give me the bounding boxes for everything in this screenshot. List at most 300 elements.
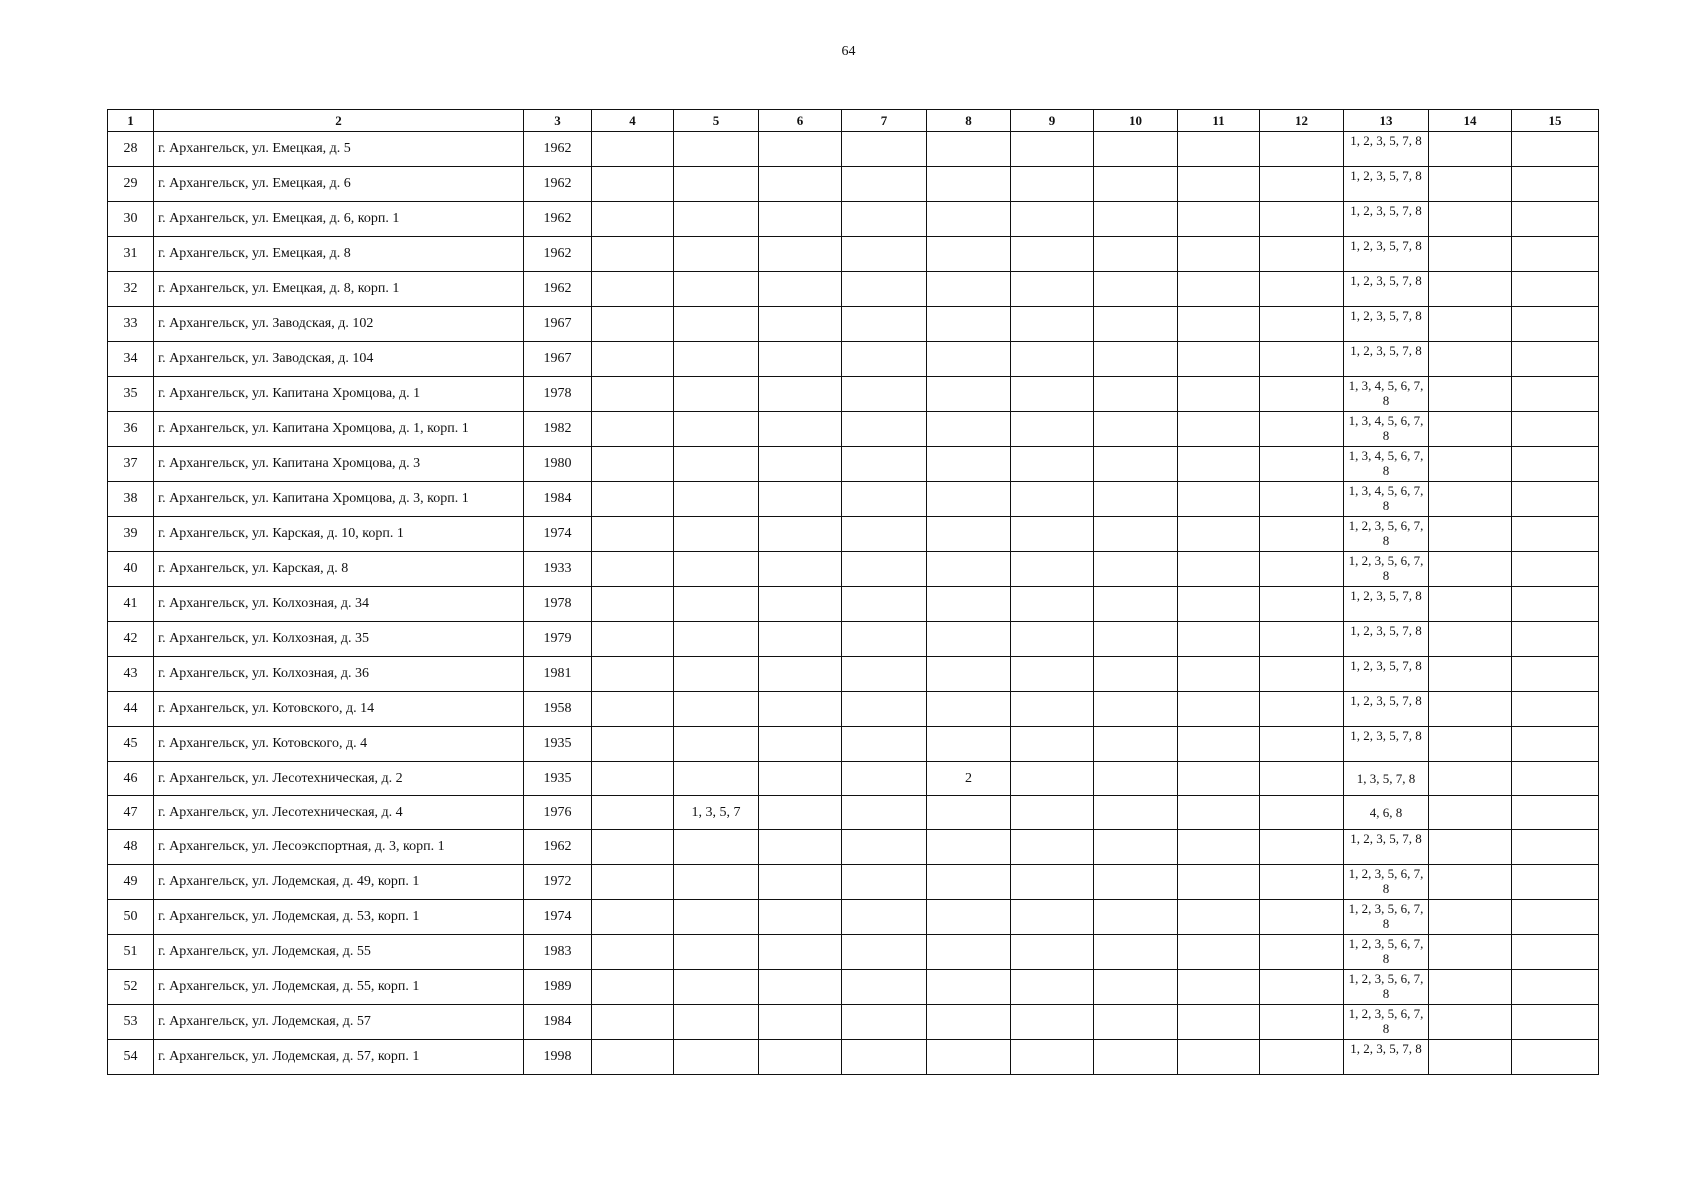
empty-cell <box>592 657 674 692</box>
empty-cell <box>842 970 927 1005</box>
column-13-cell: 1, 2, 3, 5, 7, 8 <box>1344 727 1429 762</box>
empty-cell <box>842 900 927 935</box>
empty-cell <box>1178 762 1260 796</box>
empty-cell <box>1260 552 1344 587</box>
empty-cell <box>1011 970 1094 1005</box>
empty-cell <box>759 935 842 970</box>
column-13-cell: 1, 2, 3, 5, 7, 8 <box>1344 307 1429 342</box>
empty-cell <box>1260 587 1344 622</box>
empty-cell <box>592 447 674 482</box>
empty-cell <box>1512 727 1599 762</box>
empty-cell <box>1429 865 1512 900</box>
empty-cell <box>759 517 842 552</box>
row-number-cell: 53 <box>108 1005 154 1040</box>
column-5-cell <box>674 692 759 727</box>
empty-cell <box>1260 762 1344 796</box>
empty-cell <box>1260 377 1344 412</box>
empty-cell <box>842 796 927 830</box>
column-8-cell <box>927 272 1011 307</box>
empty-cell <box>1260 622 1344 657</box>
column-8-cell <box>927 482 1011 517</box>
empty-cell <box>1429 202 1512 237</box>
empty-cell <box>1429 622 1512 657</box>
empty-cell <box>1178 865 1260 900</box>
empty-cell <box>1011 202 1094 237</box>
column-13-cell: 1, 2, 3, 5, 7, 8 <box>1344 657 1429 692</box>
table-row <box>108 307 1599 342</box>
table-row <box>108 762 1599 796</box>
empty-cell <box>1512 935 1599 970</box>
column-8-cell <box>927 587 1011 622</box>
empty-cell <box>1512 272 1599 307</box>
empty-cell <box>1094 517 1178 552</box>
column-header: 1 <box>108 110 154 132</box>
empty-cell <box>1260 692 1344 727</box>
column-8-cell <box>927 727 1011 762</box>
column-5-cell: 1, 3, 5, 7 <box>674 796 759 830</box>
empty-cell <box>592 132 674 167</box>
empty-cell <box>1094 830 1178 865</box>
column-13-cell: 4, 6, 8 <box>1344 796 1429 830</box>
column-8-cell <box>927 552 1011 587</box>
empty-cell <box>1429 482 1512 517</box>
empty-cell <box>1512 796 1599 830</box>
column-header: 5 <box>674 110 759 132</box>
table-row <box>108 727 1599 762</box>
column-13-cell: 1, 2, 3, 5, 6, 7, 8 <box>1344 865 1429 900</box>
empty-cell <box>759 272 842 307</box>
table-row <box>108 1040 1599 1075</box>
empty-cell <box>1429 900 1512 935</box>
table-row <box>108 552 1599 587</box>
empty-cell <box>592 692 674 727</box>
empty-cell <box>1011 762 1094 796</box>
empty-cell <box>592 970 674 1005</box>
empty-cell <box>1512 970 1599 1005</box>
column-5-cell <box>674 830 759 865</box>
address-cell: г. Архангельск, ул. Капитана Хромцова, д. 3 <box>154 447 524 482</box>
empty-cell <box>842 587 927 622</box>
empty-cell <box>759 796 842 830</box>
empty-cell <box>842 412 927 447</box>
empty-cell <box>759 202 842 237</box>
empty-cell <box>759 865 842 900</box>
empty-cell <box>1094 657 1178 692</box>
column-13-cell: 1, 2, 3, 5, 6, 7, 8 <box>1344 935 1429 970</box>
column-13-cell: 1, 2, 3, 5, 7, 8 <box>1344 830 1429 865</box>
empty-cell <box>842 727 927 762</box>
empty-cell <box>1512 412 1599 447</box>
empty-cell <box>1512 587 1599 622</box>
empty-cell <box>759 622 842 657</box>
empty-cell <box>1512 377 1599 412</box>
empty-cell <box>1260 900 1344 935</box>
empty-cell <box>1011 727 1094 762</box>
empty-cell <box>1429 796 1512 830</box>
empty-cell <box>1178 377 1260 412</box>
column-8-cell <box>927 377 1011 412</box>
empty-cell <box>592 482 674 517</box>
column-13-cell: 1, 2, 3, 5, 6, 7, 8 <box>1344 1005 1429 1040</box>
table-row <box>108 622 1599 657</box>
column-header: 11 <box>1178 110 1260 132</box>
empty-cell <box>1260 657 1344 692</box>
empty-cell <box>759 970 842 1005</box>
empty-cell <box>842 482 927 517</box>
table-row <box>108 237 1599 272</box>
address-cell: г. Архангельск, ул. Лодемская, д. 57, корп. 1 <box>154 1040 524 1075</box>
empty-cell <box>1094 727 1178 762</box>
column-8-cell <box>927 900 1011 935</box>
table-row <box>108 935 1599 970</box>
column-5-cell <box>674 970 759 1005</box>
empty-cell <box>1011 237 1094 272</box>
empty-cell <box>1094 1005 1178 1040</box>
empty-cell <box>1512 865 1599 900</box>
housing-register-table <box>107 109 1599 1075</box>
year-cell: 1967 <box>524 342 592 377</box>
empty-cell <box>1429 377 1512 412</box>
empty-cell <box>1094 552 1178 587</box>
empty-cell <box>1429 132 1512 167</box>
table-row <box>108 412 1599 447</box>
empty-cell <box>1094 412 1178 447</box>
table-row <box>108 970 1599 1005</box>
empty-cell <box>759 482 842 517</box>
empty-cell <box>759 762 842 796</box>
empty-cell <box>1512 1005 1599 1040</box>
row-number-cell: 51 <box>108 935 154 970</box>
empty-cell <box>592 900 674 935</box>
empty-cell <box>759 1040 842 1075</box>
column-header: 3 <box>524 110 592 132</box>
address-cell: г. Архангельск, ул. Емецкая, д. 8 <box>154 237 524 272</box>
empty-cell <box>1178 447 1260 482</box>
empty-cell <box>1512 552 1599 587</box>
empty-cell <box>1512 447 1599 482</box>
empty-cell <box>1011 692 1094 727</box>
empty-cell <box>1260 447 1344 482</box>
empty-cell <box>1094 202 1178 237</box>
address-cell: г. Архангельск, ул. Заводская, д. 104 <box>154 342 524 377</box>
empty-cell <box>1178 307 1260 342</box>
empty-cell <box>1094 482 1178 517</box>
empty-cell <box>1512 830 1599 865</box>
column-5-cell <box>674 447 759 482</box>
empty-cell <box>759 727 842 762</box>
column-header: 8 <box>927 110 1011 132</box>
empty-cell <box>1178 272 1260 307</box>
empty-cell <box>1011 412 1094 447</box>
empty-cell <box>1094 307 1178 342</box>
address-cell: г. Архангельск, ул. Колхозная, д. 36 <box>154 657 524 692</box>
table-row <box>108 202 1599 237</box>
address-cell: г. Архангельск, ул. Лодемская, д. 53, корп. 1 <box>154 900 524 935</box>
empty-cell <box>842 272 927 307</box>
column-13-cell: 1, 2, 3, 5, 7, 8 <box>1344 587 1429 622</box>
row-number-cell: 40 <box>108 552 154 587</box>
column-8-cell <box>927 657 1011 692</box>
table-row <box>108 796 1599 830</box>
row-number-cell: 30 <box>108 202 154 237</box>
column-5-cell <box>674 272 759 307</box>
empty-cell <box>1429 517 1512 552</box>
year-cell: 1980 <box>524 447 592 482</box>
empty-cell <box>1011 307 1094 342</box>
empty-cell <box>1094 377 1178 412</box>
column-5-cell <box>674 412 759 447</box>
empty-cell <box>1011 342 1094 377</box>
empty-cell <box>842 132 927 167</box>
empty-cell <box>1429 342 1512 377</box>
empty-cell <box>1429 167 1512 202</box>
column-8-cell: 2 <box>927 762 1011 796</box>
empty-cell <box>759 377 842 412</box>
empty-cell <box>592 342 674 377</box>
address-cell: г. Архангельск, ул. Лодемская, д. 55 <box>154 935 524 970</box>
empty-cell <box>1260 517 1344 552</box>
address-cell: г. Архангельск, ул. Лодемская, д. 55, корп. 1 <box>154 970 524 1005</box>
empty-cell <box>1178 935 1260 970</box>
column-header: 4 <box>592 110 674 132</box>
empty-cell <box>1512 657 1599 692</box>
year-cell: 1974 <box>524 900 592 935</box>
empty-cell <box>1094 865 1178 900</box>
column-8-cell <box>927 342 1011 377</box>
empty-cell <box>1011 482 1094 517</box>
empty-cell <box>842 1005 927 1040</box>
empty-cell <box>1512 482 1599 517</box>
year-cell: 1983 <box>524 935 592 970</box>
year-cell: 1962 <box>524 830 592 865</box>
year-cell: 1935 <box>524 762 592 796</box>
row-number-cell: 54 <box>108 1040 154 1075</box>
empty-cell <box>1011 1040 1094 1075</box>
empty-cell <box>842 377 927 412</box>
empty-cell <box>1429 935 1512 970</box>
empty-cell <box>1512 167 1599 202</box>
column-8-cell <box>927 412 1011 447</box>
table-row <box>108 132 1599 167</box>
empty-cell <box>1512 132 1599 167</box>
empty-cell <box>1429 272 1512 307</box>
row-number-cell: 44 <box>108 692 154 727</box>
empty-cell <box>1011 167 1094 202</box>
table-row <box>108 587 1599 622</box>
empty-cell <box>1094 1040 1178 1075</box>
column-5-cell <box>674 1005 759 1040</box>
empty-cell <box>1094 900 1178 935</box>
empty-cell <box>1094 447 1178 482</box>
empty-cell <box>759 900 842 935</box>
empty-cell <box>842 167 927 202</box>
column-header: 6 <box>759 110 842 132</box>
empty-cell <box>1178 412 1260 447</box>
empty-cell <box>1011 865 1094 900</box>
column-5-cell <box>674 377 759 412</box>
address-cell: г. Архангельск, ул. Лесотехническая, д. 2 <box>154 762 524 796</box>
empty-cell <box>1260 727 1344 762</box>
empty-cell <box>1094 796 1178 830</box>
column-8-cell <box>927 935 1011 970</box>
year-cell: 1967 <box>524 307 592 342</box>
empty-cell <box>1094 132 1178 167</box>
column-header: 10 <box>1094 110 1178 132</box>
year-cell: 1962 <box>524 202 592 237</box>
column-8-cell <box>927 796 1011 830</box>
empty-cell <box>1429 1005 1512 1040</box>
column-13-cell: 1, 2, 3, 5, 6, 7, 8 <box>1344 900 1429 935</box>
empty-cell <box>1512 692 1599 727</box>
column-5-cell <box>674 900 759 935</box>
table-row <box>108 447 1599 482</box>
empty-cell <box>592 202 674 237</box>
column-8-cell <box>927 307 1011 342</box>
column-5-cell <box>674 167 759 202</box>
empty-cell <box>1429 762 1512 796</box>
empty-cell <box>759 1005 842 1040</box>
column-5-cell <box>674 727 759 762</box>
empty-cell <box>842 307 927 342</box>
row-number-cell: 32 <box>108 272 154 307</box>
year-cell: 1981 <box>524 657 592 692</box>
empty-cell <box>842 237 927 272</box>
column-13-cell: 1, 2, 3, 5, 7, 8 <box>1344 622 1429 657</box>
column-8-cell <box>927 970 1011 1005</box>
empty-cell <box>1011 657 1094 692</box>
empty-cell <box>1094 762 1178 796</box>
empty-cell <box>1429 447 1512 482</box>
table-row <box>108 377 1599 412</box>
empty-cell <box>1260 237 1344 272</box>
year-cell: 1978 <box>524 587 592 622</box>
empty-cell <box>1429 1040 1512 1075</box>
year-cell: 1933 <box>524 552 592 587</box>
empty-cell <box>1512 1040 1599 1075</box>
table-row <box>108 272 1599 307</box>
empty-cell <box>1178 202 1260 237</box>
empty-cell <box>842 830 927 865</box>
empty-cell <box>759 132 842 167</box>
empty-cell <box>842 935 927 970</box>
page-number: 64 <box>841 44 856 59</box>
empty-cell <box>1011 935 1094 970</box>
empty-cell <box>1260 167 1344 202</box>
empty-cell <box>1011 622 1094 657</box>
column-header: 15 <box>1512 110 1599 132</box>
table-row <box>108 342 1599 377</box>
column-8-cell <box>927 447 1011 482</box>
empty-cell <box>592 1005 674 1040</box>
year-cell: 1998 <box>524 1040 592 1075</box>
empty-cell <box>1094 272 1178 307</box>
empty-cell <box>842 517 927 552</box>
address-cell: г. Архангельск, ул. Емецкая, д. 5 <box>154 132 524 167</box>
empty-cell <box>1260 970 1344 1005</box>
empty-cell <box>592 272 674 307</box>
empty-cell <box>759 412 842 447</box>
table-row <box>108 692 1599 727</box>
row-number-cell: 33 <box>108 307 154 342</box>
empty-cell <box>1094 692 1178 727</box>
address-cell: г. Архангельск, ул. Заводская, д. 102 <box>154 307 524 342</box>
row-number-cell: 42 <box>108 622 154 657</box>
empty-cell <box>1260 412 1344 447</box>
empty-cell <box>759 692 842 727</box>
empty-cell <box>759 447 842 482</box>
empty-cell <box>1429 657 1512 692</box>
empty-cell <box>1429 830 1512 865</box>
column-13-cell: 1, 2, 3, 5, 7, 8 <box>1344 692 1429 727</box>
empty-cell <box>1011 132 1094 167</box>
row-number-cell: 39 <box>108 517 154 552</box>
address-cell: г. Архангельск, ул. Карская, д. 10, корп. 1 <box>154 517 524 552</box>
empty-cell <box>1260 202 1344 237</box>
row-number-cell: 47 <box>108 796 154 830</box>
column-5-cell <box>674 587 759 622</box>
address-cell: г. Архангельск, ул. Колхозная, д. 34 <box>154 587 524 622</box>
year-cell: 1935 <box>524 727 592 762</box>
empty-cell <box>1429 237 1512 272</box>
column-8-cell <box>927 865 1011 900</box>
empty-cell <box>592 1040 674 1075</box>
column-8-cell <box>927 622 1011 657</box>
empty-cell <box>1011 552 1094 587</box>
empty-cell <box>759 237 842 272</box>
empty-cell <box>1178 1005 1260 1040</box>
empty-cell <box>1512 517 1599 552</box>
empty-cell <box>1094 935 1178 970</box>
empty-cell <box>592 517 674 552</box>
row-number-cell: 45 <box>108 727 154 762</box>
empty-cell <box>1011 517 1094 552</box>
empty-cell <box>1011 1005 1094 1040</box>
row-number-cell: 49 <box>108 865 154 900</box>
empty-cell <box>1429 307 1512 342</box>
empty-cell <box>592 935 674 970</box>
empty-cell <box>1512 900 1599 935</box>
column-5-cell <box>674 307 759 342</box>
empty-cell <box>1260 482 1344 517</box>
empty-cell <box>1011 830 1094 865</box>
address-cell: г. Архангельск, ул. Капитана Хромцова, д. 3, корп. 1 <box>154 482 524 517</box>
empty-cell <box>1094 970 1178 1005</box>
empty-cell <box>1094 237 1178 272</box>
column-13-cell: 1, 3, 4, 5, 6, 7, 8 <box>1344 377 1429 412</box>
empty-cell <box>1512 762 1599 796</box>
table-row <box>108 1005 1599 1040</box>
empty-cell <box>1178 587 1260 622</box>
empty-cell <box>592 167 674 202</box>
empty-cell <box>1011 377 1094 412</box>
empty-cell <box>1011 796 1094 830</box>
address-cell: г. Архангельск, ул. Емецкая, д. 8, корп. 1 <box>154 272 524 307</box>
address-cell: г. Архангельск, ул. Лесотехническая, д. 4 <box>154 796 524 830</box>
row-number-cell: 48 <box>108 830 154 865</box>
empty-cell <box>592 237 674 272</box>
row-number-cell: 31 <box>108 237 154 272</box>
row-number-cell: 37 <box>108 447 154 482</box>
empty-cell <box>1260 307 1344 342</box>
empty-cell <box>842 447 927 482</box>
column-13-cell: 1, 2, 3, 5, 7, 8 <box>1344 202 1429 237</box>
table-row <box>108 482 1599 517</box>
year-cell: 1972 <box>524 865 592 900</box>
column-13-cell: 1, 3, 4, 5, 6, 7, 8 <box>1344 447 1429 482</box>
column-13-cell: 1, 2, 3, 5, 6, 7, 8 <box>1344 970 1429 1005</box>
empty-cell <box>1178 970 1260 1005</box>
empty-cell <box>1178 132 1260 167</box>
